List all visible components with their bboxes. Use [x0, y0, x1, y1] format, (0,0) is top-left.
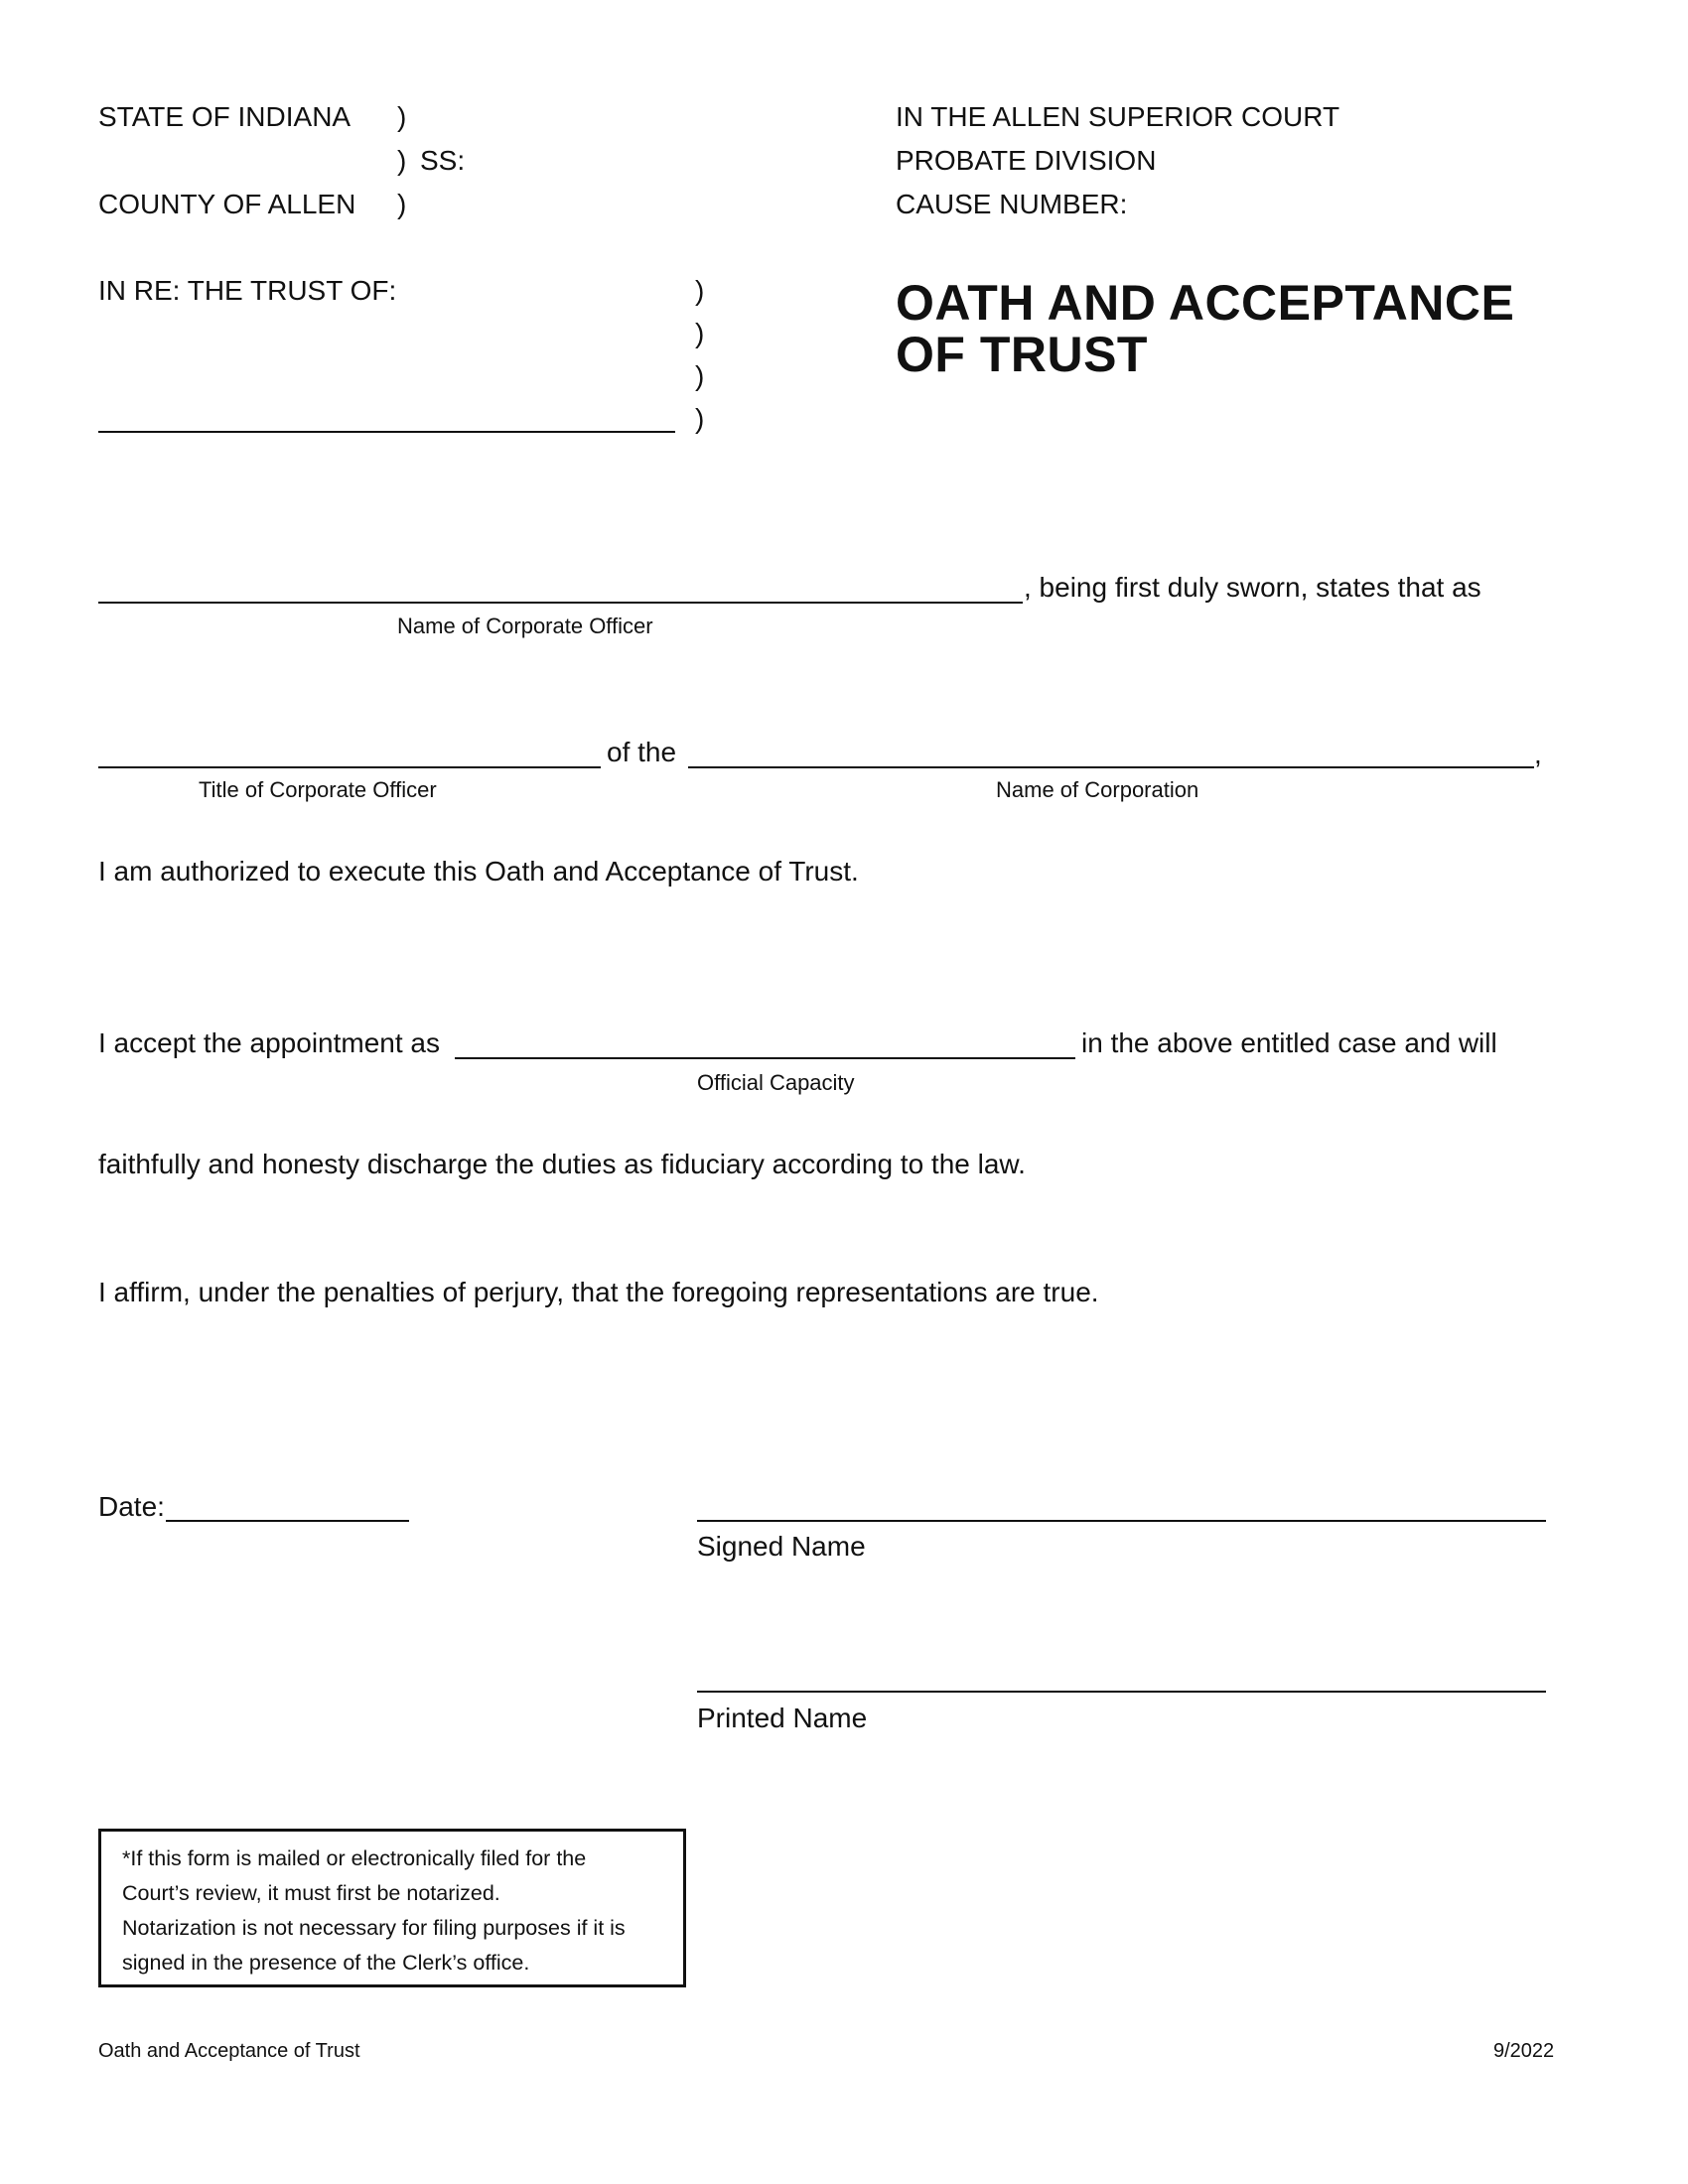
document-title-line2: OF TRUST [896, 327, 1148, 382]
caption-paren: ) [695, 403, 705, 434]
of-the-text: of the [607, 737, 677, 767]
corporate-officer-title-caption: Title of Corporate Officer [199, 777, 437, 802]
signed-name-line[interactable] [697, 1520, 1546, 1522]
corporation-name-caption: Name of Corporation [996, 777, 1199, 802]
signed-name-label: Signed Name [697, 1531, 866, 1562]
caption-paren: ) [695, 275, 705, 306]
comma-text: , [1534, 739, 1542, 769]
caption-paren: ) [397, 145, 407, 176]
notarization-note-box [98, 1829, 686, 1987]
caption-paren: ) [397, 189, 407, 219]
accept-appointment-suffix: in the above entitled case and will [1081, 1027, 1497, 1058]
caption-paren: ) [695, 360, 705, 391]
notarization-note-line: *If this form is mailed or electronically filed for the [122, 1846, 587, 1870]
affirm-statement: I affirm, under the penalties of perjury, that the foregoing representations are true. [98, 1277, 1099, 1307]
authorized-statement: I am authorized to execute this Oath and Acceptance of Trust. [98, 856, 859, 887]
document-title-line1: OATH AND ACCEPTANCE [896, 275, 1515, 331]
notarization-note-line: signed in the presence of the Clerk’s office. [122, 1951, 530, 1975]
cause-number-label: CAUSE NUMBER: [896, 189, 1128, 219]
notarization-note-line: Court’s review, it must first be notarized. [122, 1881, 500, 1905]
printed-name-line[interactable] [697, 1691, 1546, 1693]
court-name: IN THE ALLEN SUPERIOR COURT [896, 101, 1340, 132]
footer-version: 9/2022 [1493, 2040, 1555, 2062]
ss-label: SS: [420, 145, 466, 176]
state-label: STATE OF INDIANA [98, 101, 352, 132]
sworn-statement-text: , being first duly sworn, states that as [1024, 572, 1481, 603]
date-label: Date: [98, 1491, 165, 1522]
corporation-name-line[interactable] [688, 766, 1534, 768]
footer-form-name: Oath and Acceptance of Trust [98, 2040, 360, 2062]
corporate-officer-name-caption: Name of Corporate Officer [397, 614, 653, 638]
caption-paren: ) [695, 318, 705, 348]
notarization-note-line: Notarization is not necessary for filing purposes if it is [122, 1916, 626, 1940]
corporate-officer-name-line[interactable] [98, 602, 1023, 604]
accept-appointment-text: I accept the appointment as [98, 1027, 440, 1058]
caption-paren: ) [397, 101, 407, 132]
date-line[interactable] [166, 1520, 409, 1522]
printed-name-label: Printed Name [697, 1703, 868, 1733]
official-capacity-caption: Official Capacity [697, 1070, 855, 1095]
county-label: COUNTY OF ALLEN [98, 189, 356, 219]
in-re-label: IN RE: THE TRUST OF: [98, 275, 397, 306]
official-capacity-line[interactable] [455, 1057, 1075, 1059]
court-division: PROBATE DIVISION [896, 145, 1157, 176]
corporate-officer-title-line[interactable] [98, 766, 601, 768]
faithfully-statement: faithfully and honesty discharge the duties as fiduciary according to the law. [98, 1149, 1026, 1179]
trust-name-line[interactable] [98, 431, 675, 433]
